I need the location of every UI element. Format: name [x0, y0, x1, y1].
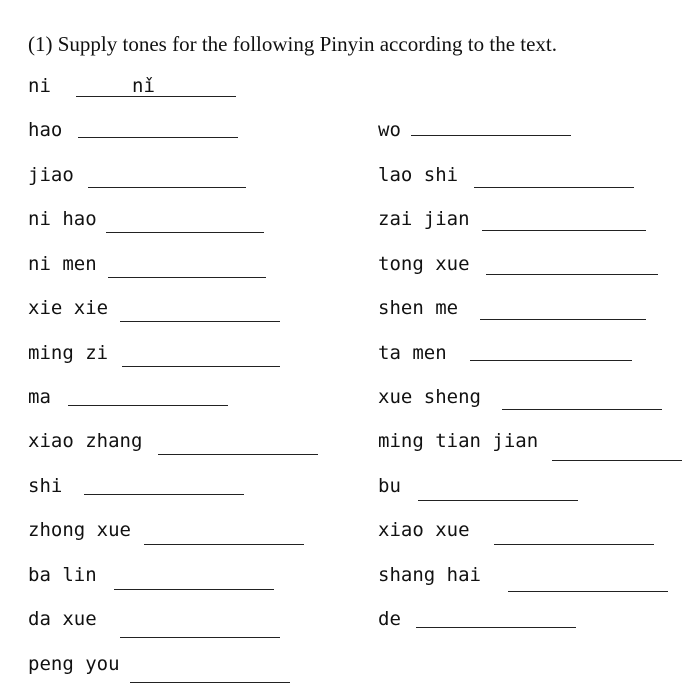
example-answer: nǐ — [132, 75, 155, 97]
pinyin-term: shang hai — [378, 564, 481, 586]
pinyin-term: shi — [28, 475, 63, 497]
pinyin-term: ming tian jian — [378, 430, 539, 452]
pinyin-term: ta men — [378, 342, 447, 364]
pinyin-term: xie xie — [28, 297, 109, 319]
pinyin-term: lao shi — [378, 164, 459, 186]
answer-blank[interactable] — [88, 187, 246, 188]
pinyin-term: ma — [28, 386, 51, 408]
answer-blank[interactable] — [106, 232, 264, 233]
answer-blank[interactable] — [108, 277, 266, 278]
pinyin-term: ming zi — [28, 342, 109, 364]
pinyin-term: xiao xue — [378, 519, 470, 541]
pinyin-term: jiao — [28, 164, 74, 186]
pinyin-term: xue sheng — [378, 386, 481, 408]
answer-blank[interactable] — [114, 589, 274, 590]
answer-blank[interactable] — [411, 135, 571, 136]
pinyin-term: ni — [28, 75, 51, 97]
exercise-heading: (1) Supply tones for the following Pinyin according to the text. — [28, 32, 557, 56]
pinyin-term: ni hao — [28, 208, 97, 230]
answer-blank[interactable] — [502, 409, 662, 410]
answer-blank[interactable] — [474, 187, 634, 188]
pinyin-term: wo — [378, 119, 401, 141]
answer-blank[interactable] — [482, 230, 646, 231]
answer-blank[interactable] — [480, 319, 646, 320]
pinyin-term: zai jian — [378, 208, 470, 230]
pinyin-term: ba lin — [28, 564, 97, 586]
pinyin-term: peng you — [28, 653, 120, 675]
pinyin-term: shen me — [378, 297, 459, 319]
answer-blank[interactable] — [470, 360, 632, 361]
pinyin-term: da xue — [28, 608, 97, 630]
answer-blank[interactable] — [130, 682, 290, 683]
answer-blank[interactable] — [508, 591, 668, 592]
pinyin-term: bu — [378, 475, 401, 497]
answer-blank[interactable] — [78, 137, 238, 138]
pinyin-term: de — [378, 608, 401, 630]
answer-blank[interactable] — [84, 494, 244, 495]
pinyin-term: ni men — [28, 253, 97, 275]
pinyin-term: hao — [28, 119, 63, 141]
answer-blank[interactable] — [120, 637, 280, 638]
pinyin-term: zhong xue — [28, 519, 131, 541]
answer-blank[interactable] — [144, 544, 304, 545]
answer-blank[interactable] — [416, 627, 576, 628]
answer-blank[interactable] — [122, 366, 280, 367]
pinyin-term: xiao zhang — [28, 430, 143, 452]
answer-blank[interactable] — [552, 460, 682, 461]
answer-blank[interactable] — [494, 544, 654, 545]
answer-blank[interactable] — [158, 454, 318, 455]
answer-blank[interactable] — [76, 96, 236, 97]
answer-blank[interactable] — [120, 321, 280, 322]
answer-blank[interactable] — [68, 405, 228, 406]
pinyin-term: tong xue — [378, 253, 470, 275]
answer-blank[interactable] — [418, 500, 578, 501]
answer-blank[interactable] — [486, 274, 658, 275]
